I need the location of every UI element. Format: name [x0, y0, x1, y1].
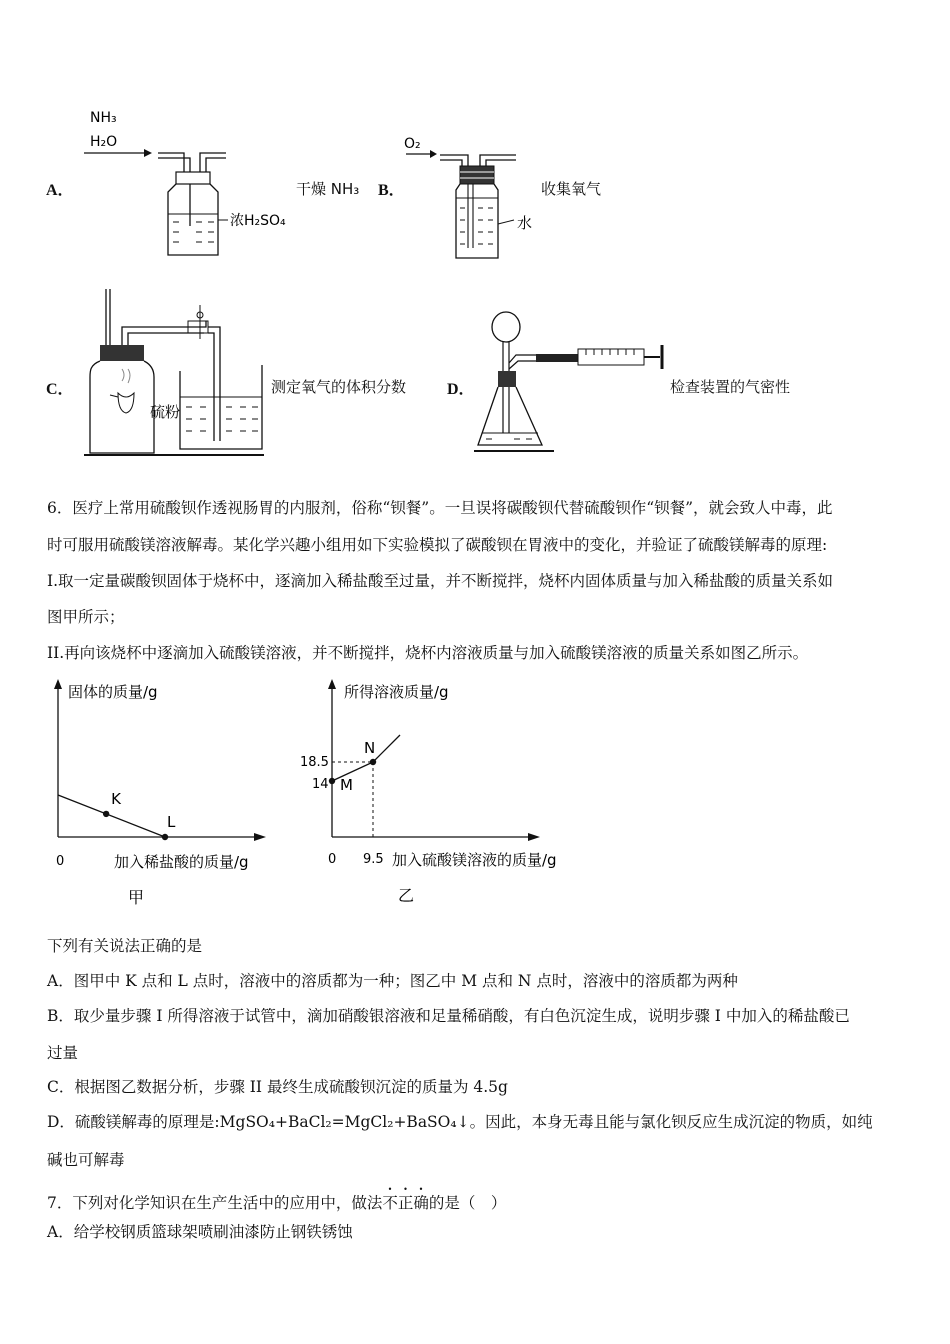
- q7-stem: [47, 1185, 907, 1213]
- option-a-caption: 干燥 NH₃: [296, 180, 360, 198]
- oxygen-volume-diagram: [80, 285, 270, 460]
- chart-yi-origin: 0: [328, 852, 337, 867]
- chart-yi-point-n: [370, 759, 376, 765]
- chart-yi-label-n: N: [364, 739, 376, 757]
- gas-collection-diagram: [400, 128, 550, 263]
- option-b-caption: 收集氧气: [541, 180, 602, 198]
- q6-option-a: A．图甲中 K 点和 L 点时，溶液中的溶质都为一种；图乙中 M 点和 N 点时，溶液中的溶质都为两种: [47, 972, 738, 990]
- gas-label-nh3: NH₃: [90, 110, 117, 126]
- q7-option-a: A．给学校钢质篮球架喷刷油漆防止钢铁锈蚀: [47, 1223, 353, 1241]
- reagent-label-sulfur: 硫粉: [150, 403, 181, 421]
- q7-stem-pre: 7．下列对化学知识在生产生活中的应用中，做法: [47, 1194, 383, 1212]
- q6-stem-line1: 6．医疗上常用硫酸钡作透视肠胃的内服剂，俗称“钡餐”。一旦误将碳酸钡代替硫酸钡作“钡餐”，就会致人中毒，此: [47, 499, 833, 517]
- chart-jia-origin: 0: [56, 854, 65, 869]
- q6-stem-line2: 时可服用硫酸镁溶液解毒。某化学兴趣小组用如下实验模拟了碳酸钡在胃液中的变化，并验证了硫酸镁解毒的原理:: [47, 536, 828, 554]
- q6-option-c: C．根据图乙数据分析，步骤 II 最终生成硫酸钡沉淀的质量为 4.5g: [47, 1078, 508, 1096]
- chart-yi-xlabel: 加入硫酸镁溶液的质量/g: [392, 851, 557, 869]
- q6-option-d-line1: D．硫酸镁解毒的原理是:MgSO₄+BaCl₂=MgCl₂+BaSO₄↓。因此，本身无毒且能与氯化钡反应生成沉淀的物质，如纯: [47, 1113, 873, 1131]
- q7-stem-post: 的是（ ）: [428, 1194, 507, 1212]
- q6-option-b-line1: B．取少量步骤 I 所得溶液于试管中，滴加硝酸银溶液和足量稀硝酸，有白色沉淀生成，说明步骤 I 中加入的稀盐酸已: [47, 1007, 850, 1025]
- gas-label-o2: O₂: [404, 136, 421, 152]
- reagent-label-water: 水: [517, 214, 533, 232]
- chart-yi-ytick-14: 14: [312, 777, 329, 792]
- chart-jia: [40, 675, 280, 915]
- drying-bottle-diagram: [76, 100, 306, 265]
- chart-yi: [296, 675, 596, 915]
- chart-jia-label-l: L: [167, 813, 176, 831]
- option-d-letter: D．: [447, 381, 475, 398]
- chart-jia-point-l: [162, 834, 168, 840]
- option-b-letter: B．: [378, 182, 405, 199]
- q6-step1-line2: 图甲所示；: [47, 608, 125, 626]
- reagent-label-h2so4: 浓H₂SO₄: [230, 213, 286, 229]
- chart-jia-ylabel: 固体的质量/g: [68, 683, 158, 701]
- chart-yi-xtick-9-5: 9.5: [363, 852, 384, 867]
- chart-yi-series-line-after: [373, 735, 400, 762]
- q6-prompt: 下列有关说法正确的是: [47, 937, 203, 955]
- chart-yi-label-m: M: [340, 776, 353, 794]
- chart-jia-label-k: K: [111, 789, 121, 808]
- q6-option-b-line2: 过量: [47, 1044, 79, 1062]
- q6-step2: II.再向该烧杯中逐滴加入硫酸镁溶液，并不断搅拌，烧杯内溶液质量与加入硫酸镁溶液的质量关系如图乙所示。: [47, 644, 809, 662]
- q6-step1-line1: I.取一定量碳酸钡固体于烧杯中，逐滴加入稀盐酸至过量，并不断搅拌，烧杯内固体质量与加入稀盐酸的质量关系如: [47, 572, 834, 590]
- chart-jia-title: 甲: [128, 888, 145, 907]
- q6-option-d-line2: 碱也可解毒: [47, 1151, 125, 1169]
- chart-yi-point-m: [329, 778, 335, 784]
- chart-jia-point-k: [103, 811, 109, 817]
- airtightness-check-diagram: [470, 305, 670, 460]
- option-a-letter: A．: [46, 182, 74, 199]
- option-d-caption: 检查装置的气密性: [670, 378, 791, 396]
- option-c-caption: 测定氧气的体积分数: [271, 378, 407, 396]
- q7-stem-emphasis: 不正确: [382, 1194, 429, 1212]
- chart-yi-ytick-18-5: 18.5: [300, 755, 329, 770]
- chart-yi-title: 乙: [398, 886, 415, 905]
- gas-label-h2o: H₂O: [90, 134, 118, 150]
- chart-jia-xlabel: 加入稀盐酸的质量/g: [114, 853, 249, 871]
- chart-yi-ylabel: 所得溶液质量/g: [344, 683, 449, 701]
- option-c-letter: C．: [46, 381, 74, 398]
